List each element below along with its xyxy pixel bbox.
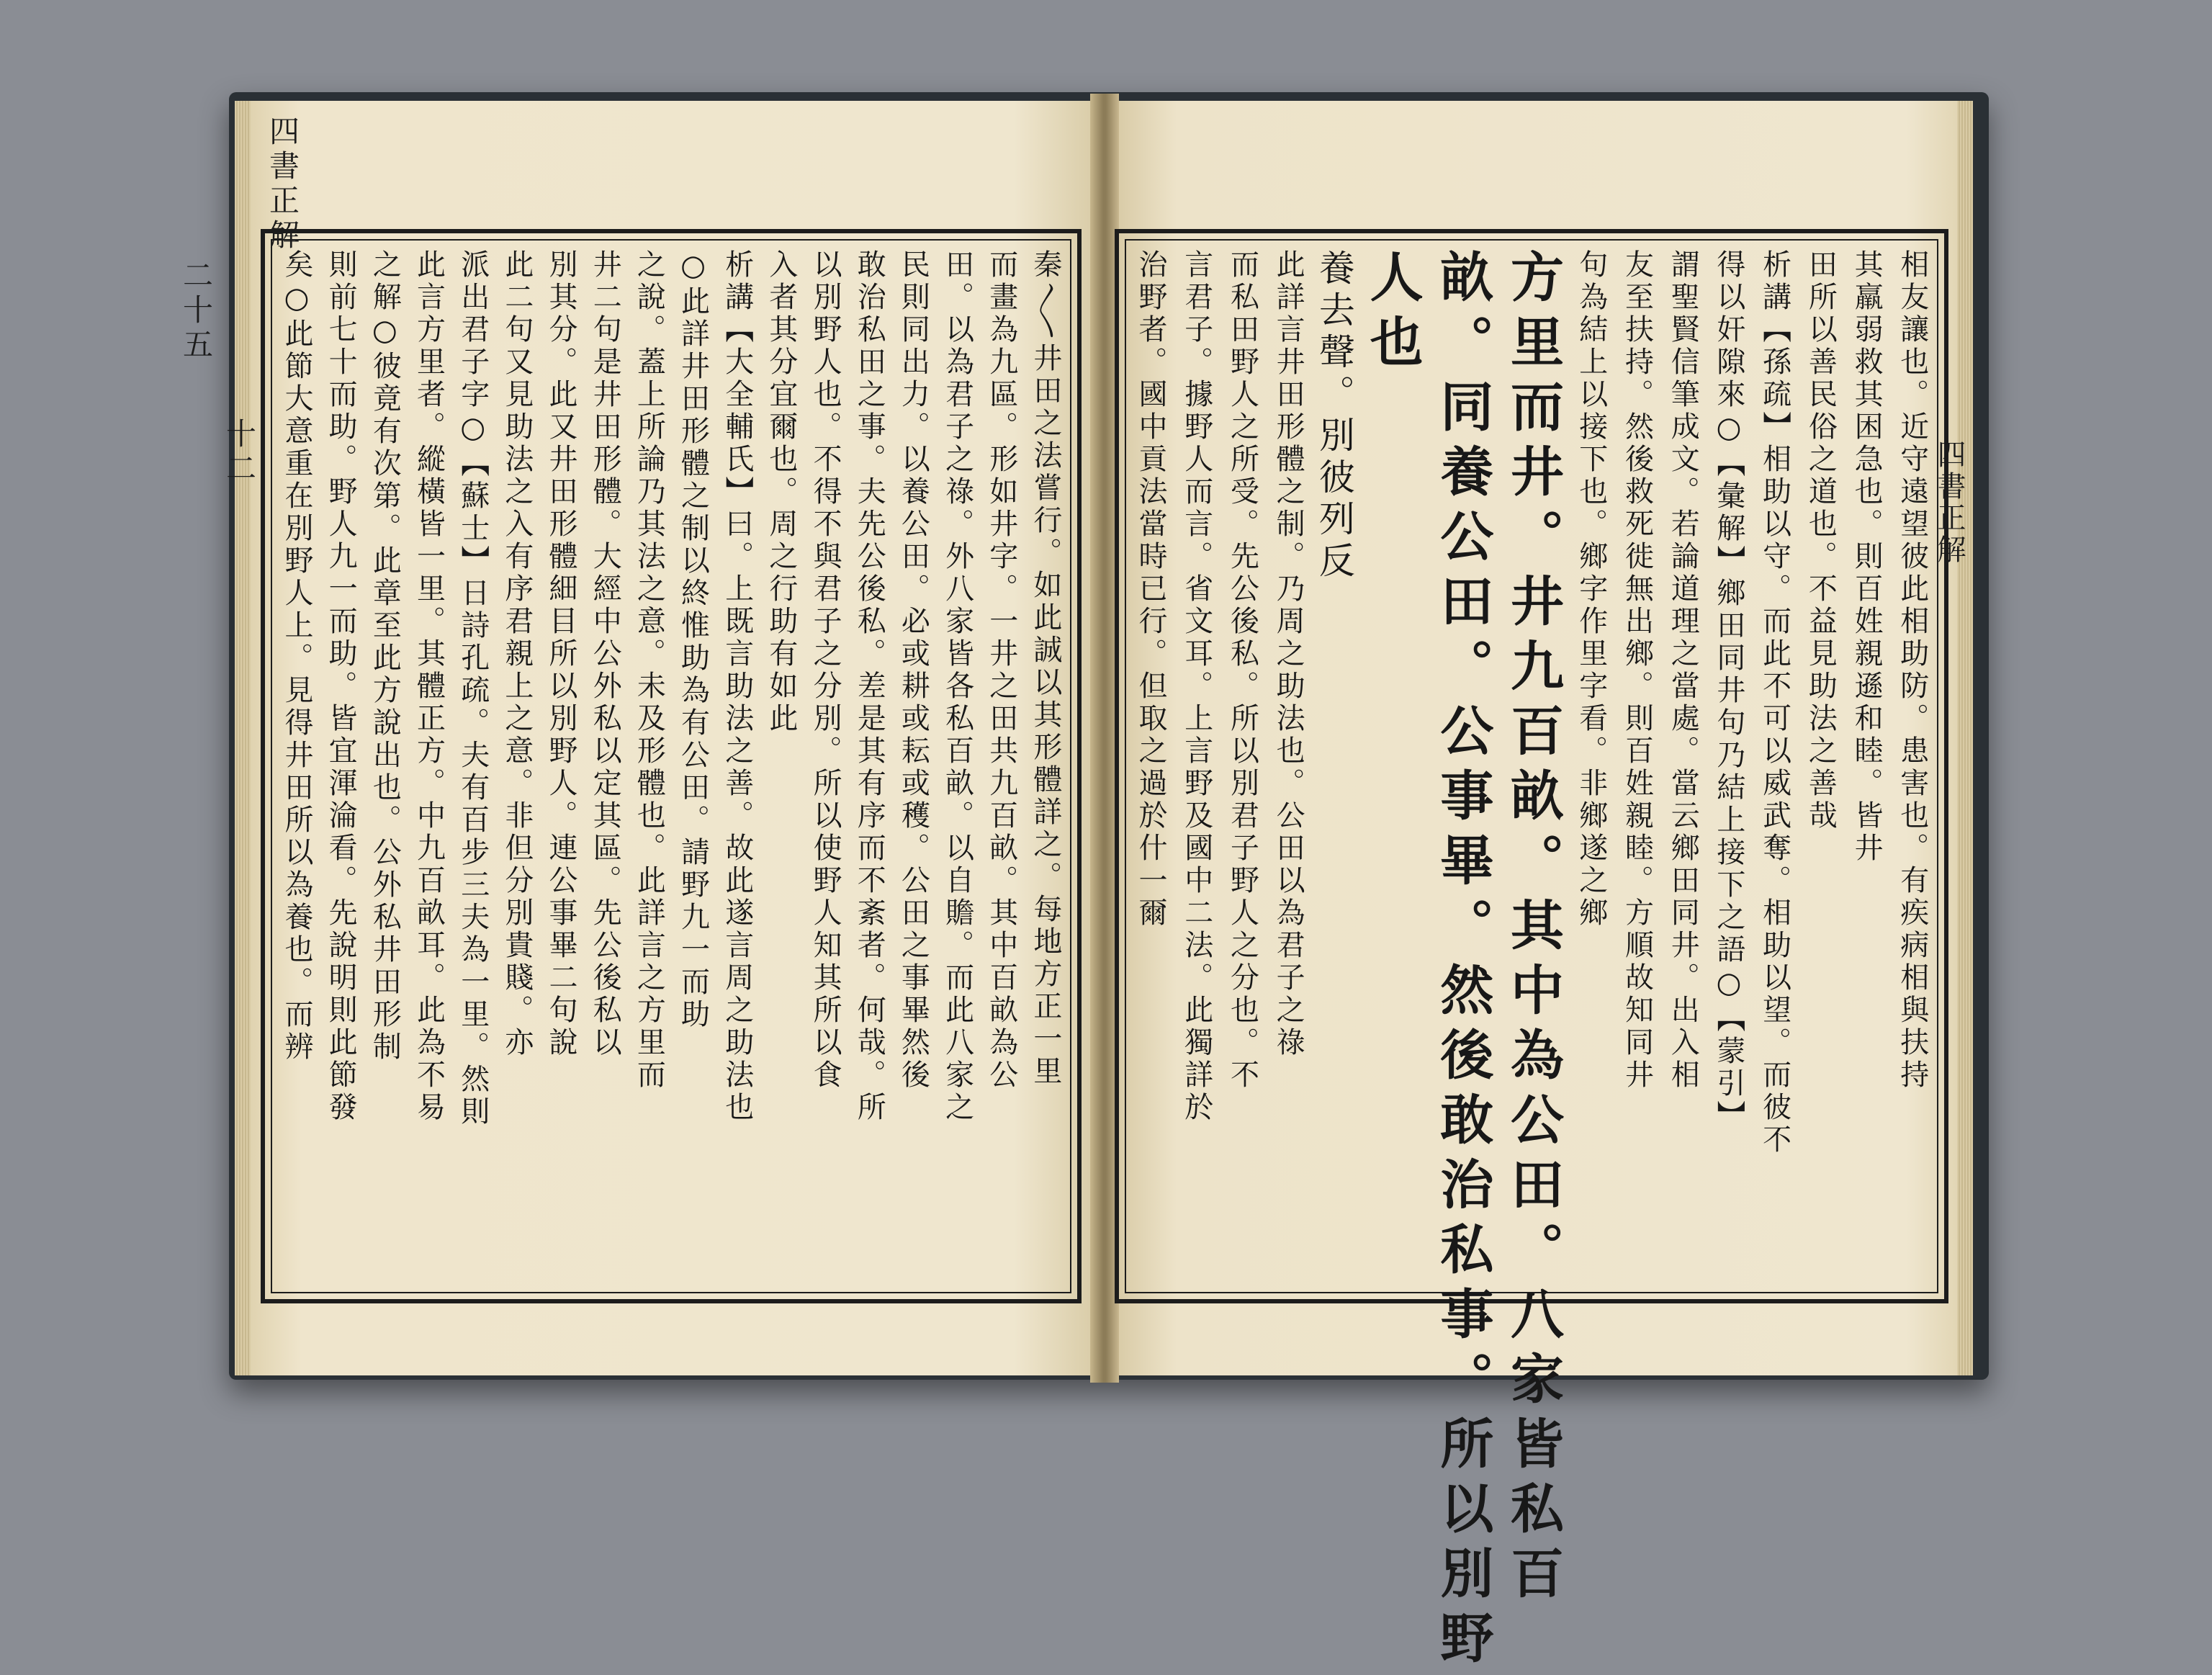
- text-column: 田。以為君子之祿。外八家皆各私百畝。以自贍。而此八家之: [940, 249, 974, 1124]
- commentary-column: 句為結上以接下也。鄉字作里字看。非鄉遂之鄉: [1574, 249, 1608, 930]
- main-text-column: 畝。同養公田。公事畢。然後敢治私事。所以別野: [1431, 249, 1494, 1675]
- text-column: 井二句是井田形體。大經中公外私以定其區。先公後私以: [588, 249, 622, 1059]
- commentary-column: 言君子。據野人而言。省文耳。上言野及國中二法。此獨詳於: [1179, 249, 1213, 1124]
- text-column: 矣○此節大意重在別野人上。見得井田所以為養也。而辨: [280, 249, 313, 1064]
- right-text-frame: [1115, 229, 1948, 1675]
- commentary-column: 得以奸隙來○【彙解】鄉田同井句乃結上接下之語○【蒙引】: [1712, 249, 1745, 1133]
- text-column: 入者其分宜爾也。周之行助有如此: [764, 249, 798, 735]
- page-number: 十二: [222, 418, 257, 487]
- commentary-column: 治野者。國中貢法當時已行。但取之過於什一爾: [1134, 249, 1167, 930]
- right-text-columns: [1132, 249, 1931, 1675]
- text-column: 秦〳〵井田之法嘗行。如此誠以其形體詳之。每地方正一里: [1028, 249, 1062, 1088]
- text-column: ○此詳井田形體之制以終惟助為有公田。請野九一而助: [676, 249, 710, 1031]
- text-column: 此二句又見助法之入有序君親上之意。非但分別貴賤。亦: [500, 249, 534, 1059]
- commentary-column: 謂聖賢信筆成文。若論道理之當處。當云鄉田同井。出入相: [1666, 249, 1700, 1092]
- text-column: 敢治私田之事。夫先公後私。差是其有序而不紊者。何哉。所: [853, 249, 886, 1124]
- text-column: 之說。蓋上所論乃其法之意。未及形體也。此詳言之方里而: [632, 249, 666, 1092]
- commentary-column: 析講【孫疏】相助以守。而此不可以威武奪。相助以望。而彼不: [1758, 249, 1791, 1157]
- commentary-column: 田所以善民俗之道也。不益見助法之善哉: [1804, 249, 1838, 832]
- text-column: 而畫為九區。形如井字。一井之田共九百畝。其中百畝為公: [984, 249, 1018, 1092]
- text-column: 別其分。此又井田形體細目所以別野人。連公事畢二句說: [544, 249, 578, 1059]
- main-text-column: 方里而井。井九百畝。其中為公田。八家皆私百: [1502, 249, 1565, 1610]
- left-text-frame: [261, 229, 1082, 1303]
- text-column: 析講【大全輔氏】曰。上既言助法之善。故此遂言周之助法也: [720, 249, 754, 1124]
- commentary-column: 友至扶持。然後救死徙無出鄉。則百姓親睦。方順故知同井: [1620, 249, 1654, 1092]
- text-column: 此言方里者。縱橫皆一里。其體正方。中九百畝耳。此為不易: [412, 249, 446, 1124]
- commentary-column: 相友讓也。近守遠望彼此相助防。患害也。有疾病相與扶持: [1895, 249, 1929, 1092]
- text-column: 民則同出力。以養公田。必或耕或耘或穫。公田之事畢然後: [896, 249, 930, 1092]
- right-margin-strip: 四書正解: [1933, 439, 1966, 566]
- commentary-column: 其羸弱救其困急也。則百姓親遜和睦。皆井: [1850, 249, 1884, 865]
- text-column: 之解○彼竟有次第。此章至此方說出也。公外私井田形制: [368, 249, 402, 1064]
- commentary-column: 此詳言井田形體之制。乃周之助法也。公田以為君子之祿: [1272, 249, 1305, 1059]
- text-column: 以別野人也。不得不與君子之分別。所以使野人知其所以食: [809, 249, 842, 1092]
- main-text-column: 人也: [1361, 249, 1424, 379]
- text-column: 則前七十而助。野人九一而助。皆宜渾淪看。先說明則此節發: [324, 249, 358, 1124]
- folio-number: 二十五: [179, 259, 214, 363]
- text-column: 派出君子字○【蘇士】日詩孔疏。夫有百步三夫為一里。然則: [456, 249, 490, 1128]
- commentary-column: 而私田野人之所受。先公後私。所以別君子野人之分也。不: [1226, 249, 1259, 1092]
- book-title-label: 四書正解: [265, 115, 300, 253]
- left-text-columns: [278, 249, 1064, 1283]
- pronunciation-note-column: 養去聲。別彼列反: [1313, 249, 1355, 583]
